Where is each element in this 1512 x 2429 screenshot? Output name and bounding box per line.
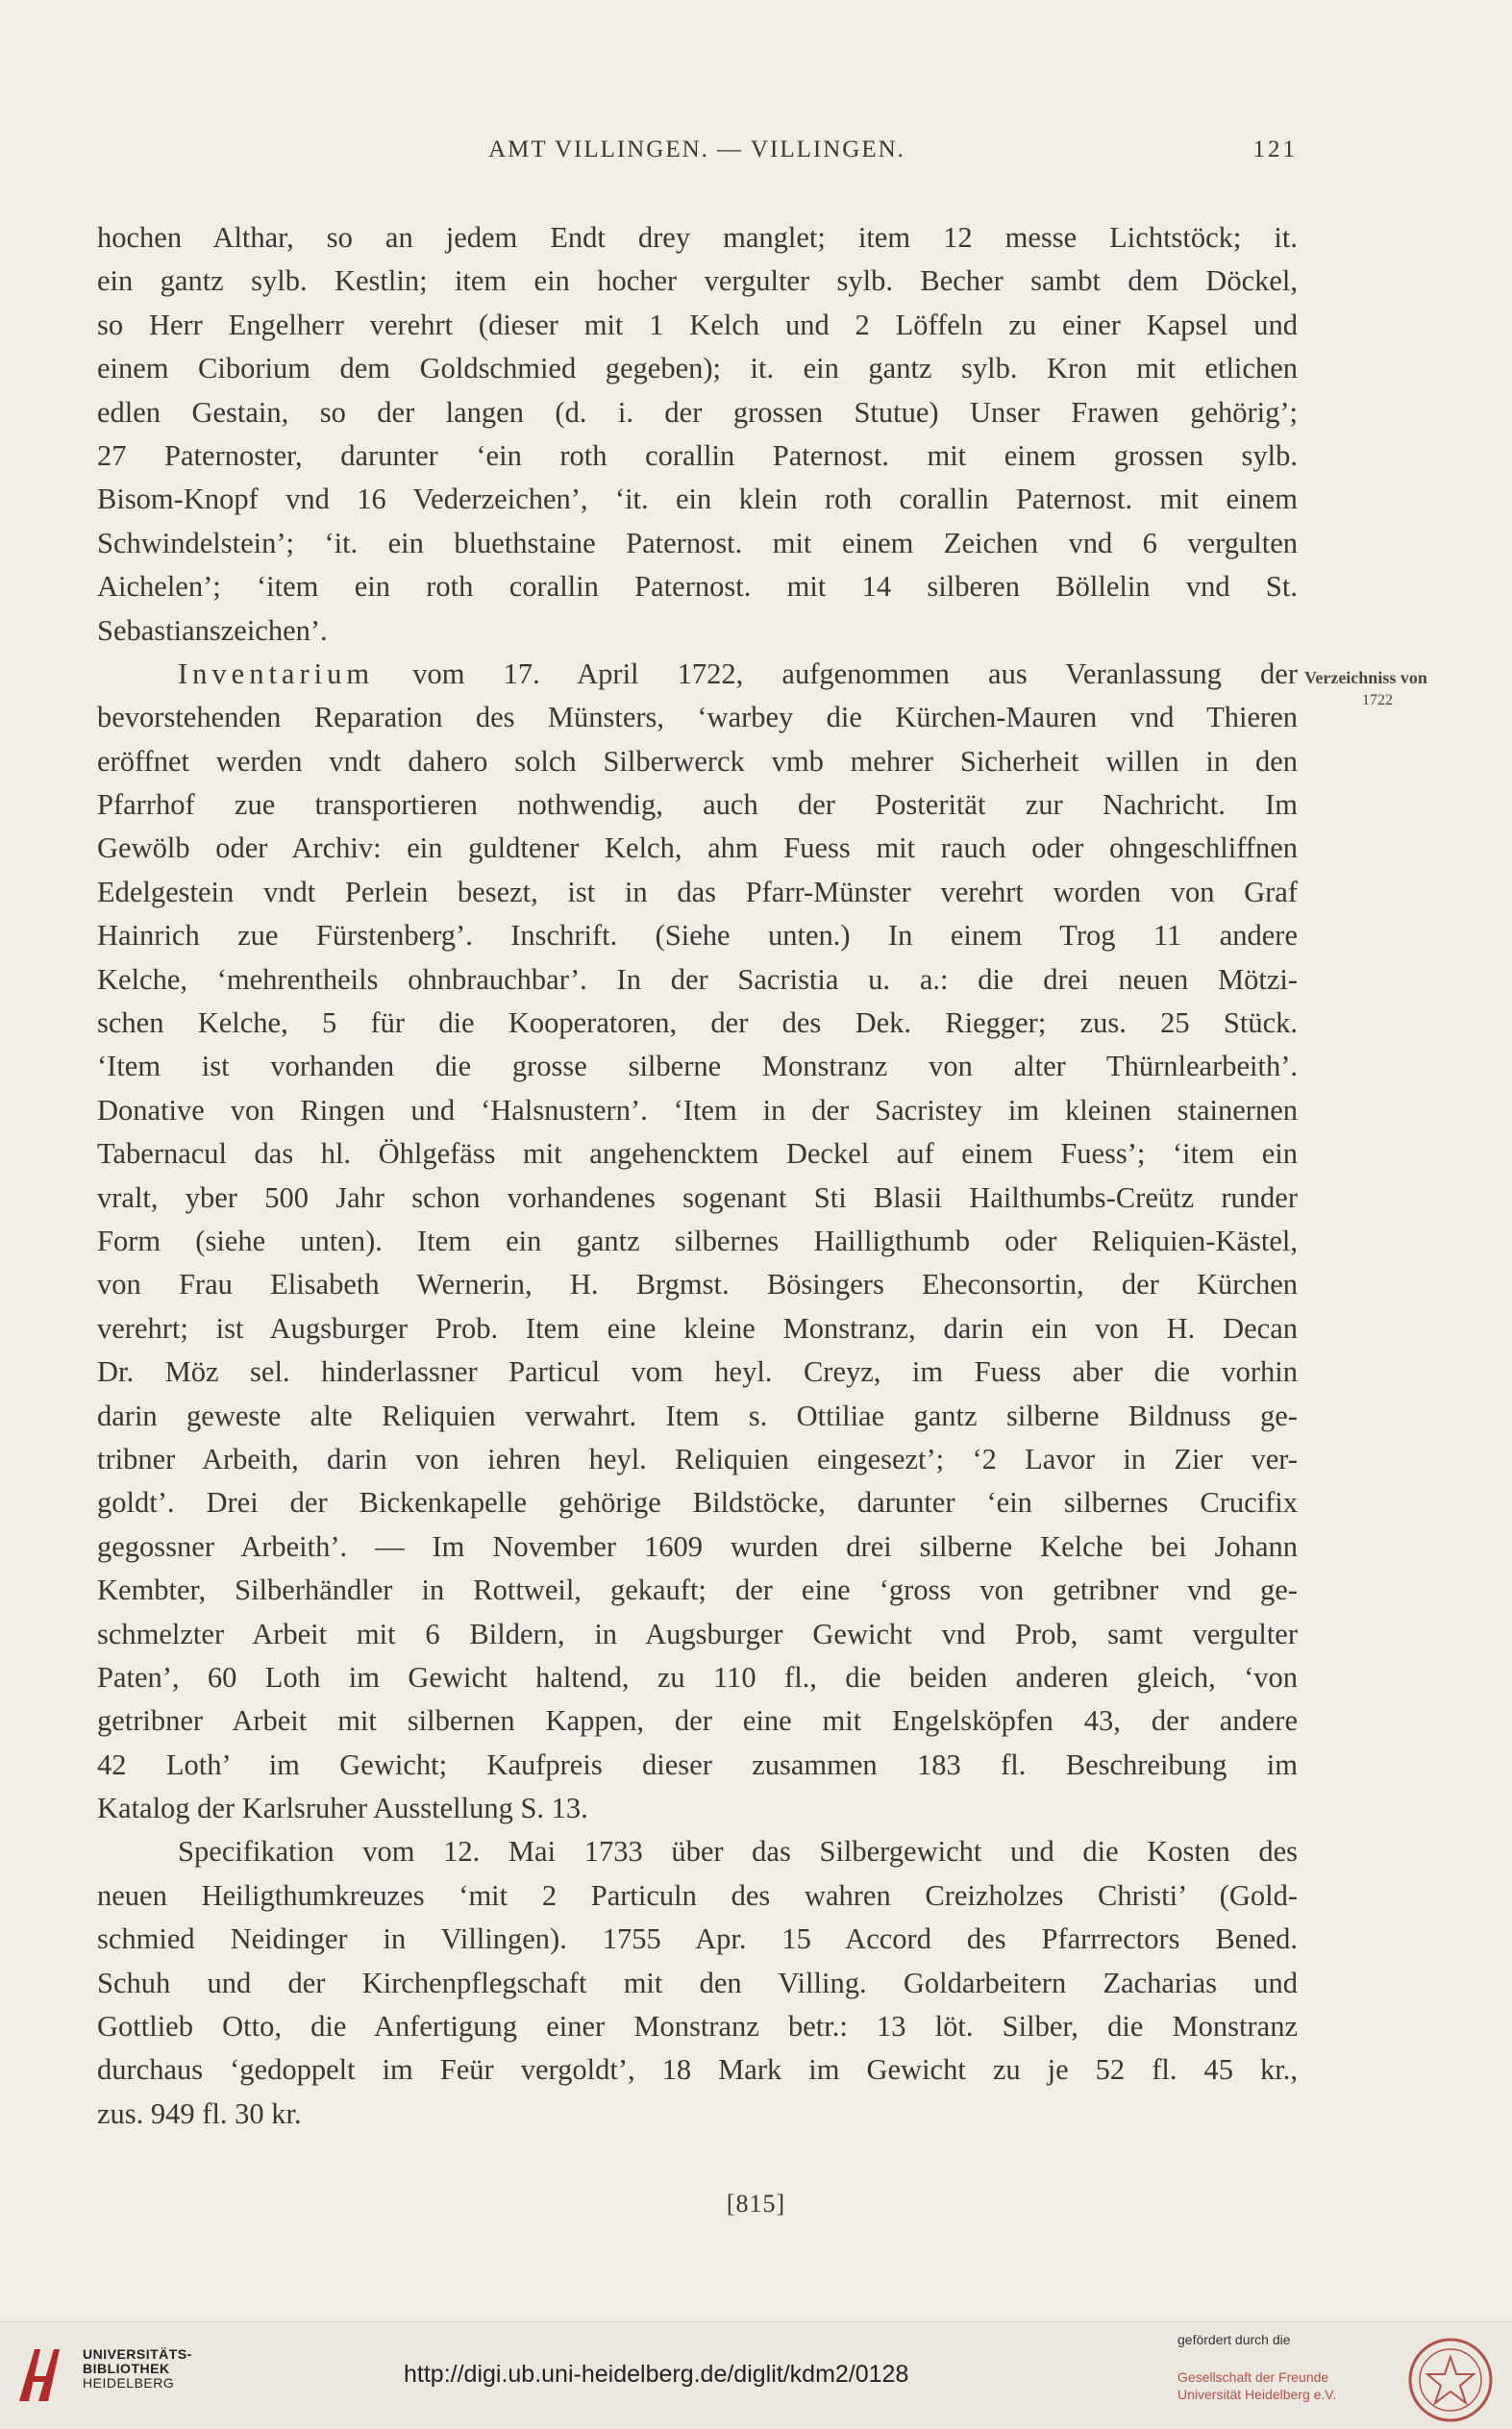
text-line: Schwindelstein’; ‘it. ein bluethstaine Paternost. mit einem Zeichen vnd 6 vergulten <box>97 526 1298 559</box>
text-line: Bisom-Knopf vnd 16 Vederzeichen’, ‘it. ein klein roth corallin Paternost. mit einem <box>97 483 1298 516</box>
text-line: Kembter, Silberhändler in Rottweil, gekauft; der eine ‘gross von getribner vnd ge- <box>97 1574 1298 1607</box>
text-line: Aichelen’; ‘item ein roth corallin Paternost. mit 14 silberen Böllelin vnd St. <box>97 570 1298 604</box>
library-line-2: BIBLIOTHEK <box>83 2361 170 2376</box>
text-line: Edelgestein vndt Perlein besezt, ist in das Pfarr-Münster verehrt worden von Graf <box>97 875 1298 908</box>
text-line: verehrt; ist Augsburger Prob. Item eine kleine Monstranz, darin ein von H. Decan <box>97 1311 1298 1345</box>
digitization-footer <box>0 2321 1512 2429</box>
text-line: goldt’. Drei der Bickenkapelle gehörige Bildstöcke, darunter ‘ein silbernes Crucifix <box>97 1486 1298 1520</box>
body-text <box>97 216 1298 2136</box>
library-line-3: HEIDELBERG <box>83 2375 175 2391</box>
text-line-inventarium <box>97 653 1298 696</box>
text-line: Pfarrhof zue transportieren nothwendig, auch der Posterität zur Nachricht. Im <box>97 788 1298 822</box>
text-line: Form (siehe unten). Item ein gantz silbernes Hailligthumb oder Reliquien-Kästel, <box>97 1224 1298 1257</box>
university-library-logo-icon <box>15 2343 65 2407</box>
sponsor-org-line-2: Universität Heidelberg e.V. <box>1177 2387 1337 2402</box>
text-line: 42 Loth’ im Gewicht; Kaufpreis dieser zusammen 183 fl. Beschreibung im <box>97 1747 1298 1781</box>
text-line: so Herr Engelherr verehrt (dieser mit 1 Kelch und 2 Löffeln zu einer Kapsel und <box>97 308 1298 341</box>
text-line: Paten’, 60 Loth im Gewicht haltend, zu 110 fl., die beiden anderen gleich, ‘von <box>97 1660 1298 1694</box>
text-line: schmelzter Arbeit mit 6 Bildern, in Augsburger Gewicht vnd Prob, samt vergulter <box>97 1617 1298 1650</box>
text-line: Kelche, ‘mehrentheils ohnbrauchbar’. In der Sacristia u. a.: die drei neuen Mötzi- <box>97 962 1298 996</box>
text-line: Gewölb oder Archiv: ein guldtener Kelch, ahm Fuess mit rauch oder ohngeschliffnen <box>97 831 1298 865</box>
text-line: zus. 949 fl. 30 kr. <box>97 2096 302 2130</box>
university-library-name <box>83 2347 192 2391</box>
text-line: Schuh und der Kirchenpflegschaft mit den Villing. Goldarbeitern Zacharias und <box>97 1966 1298 1999</box>
text-line: Dr. Möz sel. hinderlassner Particul vom heyl. Creyz, im Fuess aber die vorhin <box>97 1355 1298 1389</box>
printer-signature: [815] <box>726 2190 786 2218</box>
text-line: bevorstehenden Reparation des Münsters, ‘warbey die Kürchen-Mauren vnd Thieren <box>97 701 1298 734</box>
text-line: Tabernacul das hl. Öhlgefäss mit angehencktem Deckel auf einem Fuess’; ‘item ein <box>97 1137 1298 1171</box>
text-line: schen Kelche, 5 für die Kooperatoren, der des Dek. Riegger; zus. 25 Stück. <box>97 1006 1298 1040</box>
text-line: einem Ciborium dem Goldschmied gegeben); it. ein gantz sylb. Kron mit etlichen <box>97 352 1298 385</box>
text-line: ‘Item ist vorhanden die grosse silberne Monstranz von alter Thürnlearbeith’. <box>97 1050 1298 1083</box>
marginal-note-label: Verzeichniss von <box>1304 668 1427 687</box>
sponsor-prefix: gefördert durch die <box>1177 2332 1291 2347</box>
text-line: edlen Gestain, so der langen (d. i. der grossen Stutue) Unser Frawen gehörig’; <box>97 395 1298 429</box>
text-line: darin geweste alte Reliquien verwahrt. Item s. Ottiliae gantz silberne Bildnuss ge- <box>97 1399 1298 1432</box>
marginal-note-year: 1722 <box>1362 692 1393 708</box>
text-line: Specifikation vom 12. Mai 1733 über das Silbergewicht und die Kosten des <box>178 1835 1298 1869</box>
text-line: gegossner Arbeith’. — Im November 1609 wurden drei silberne Kelche bei Johann <box>97 1529 1298 1563</box>
page-number: 121 <box>1252 136 1298 162</box>
text-line-rest: vom 17. April 1722, aufgenommen aus Veranlassung der <box>412 657 1298 690</box>
text-line: neuen Heiligthumkreuzes ‘mit 2 Particuln des wahren Creizholzes Christi’ (Gold- <box>97 1878 1298 1912</box>
text-line: durchaus ‘gedoppelt im Feür vergoldt’, 18 Mark im Gewicht zu je 52 fl. 45 kr., <box>97 2053 1298 2087</box>
permalink-url[interactable]: http://digi.ub.uni-heidelberg.de/diglit/kdm2/0128 <box>404 2361 909 2388</box>
library-line-1: UNIVERSITÄTS- <box>83 2346 192 2362</box>
text-line: hochen Althar, so an jedem Endt drey manglet; item 12 messe Lichtstöck; it. <box>97 221 1298 254</box>
inventarium-word: Inventarium <box>178 657 375 690</box>
text-line: vralt, yber 500 Jahr schon vorhandenes sogenant Sti Blasii Hailthumbs-Creütz runder <box>97 1180 1298 1214</box>
text-line: Katalog der Karlsruher Ausstellung S. 13. <box>97 1792 588 1825</box>
text-line: Donative von Ringen und ‘Halsnustern’. ‘Item in der Sacristey im kleinen stainernen <box>97 1093 1298 1127</box>
marginal-note <box>1304 666 1477 712</box>
text-line: Sebastianszeichen’. <box>97 613 328 647</box>
text-line: Hainrich zue Fürstenberg’. Inschrift. (Siehe unten.) In einem Trog 11 andere <box>97 919 1298 953</box>
text-line: tribner Arbeith, darin von iehren heyl. Reliquien eingesezt’; ‘2 Lavor in Zier ver- <box>97 1442 1298 1475</box>
text-line: ein gantz sylb. Kestlin; item ein hocher vergulter sylb. Becher sambt dem Döckel, <box>97 264 1298 298</box>
text-line: schmied Neidinger in Villingen). 1755 Apr. 15 Accord des Pfarrrectors Bened. <box>97 1922 1298 1956</box>
text-line: Gottlieb Otto, die Anfertigung einer Monstranz betr.: 13 löt. Silber, die Monstranz <box>97 2010 1298 2044</box>
running-title: AMT VILLINGEN. — VILLINGEN. <box>488 136 905 162</box>
text-line: 27 Paternoster, darunter ‘ein roth corallin Paternost. mit einem grossen sylb. <box>97 438 1298 472</box>
university-seal-icon <box>1402 2336 1499 2424</box>
text-line: eröffnet werden vndt dahero solch Silberwerck vmb mehrer Sicherheit willen in den <box>97 744 1298 778</box>
text-line: getribner Arbeit mit silbernen Kappen, der eine mit Engelsköpfen 43, der andere <box>97 1704 1298 1738</box>
sponsor-org-line-1: Gesellschaft der Freunde <box>1177 2369 1329 2385</box>
text-line: von Frau Elisabeth Wernerin, H. Brgmst. Bösingers Eheconsortin, der Kürchen <box>97 1268 1298 1301</box>
page-header <box>96 136 1298 175</box>
sponsor-note <box>1177 2332 1336 2403</box>
